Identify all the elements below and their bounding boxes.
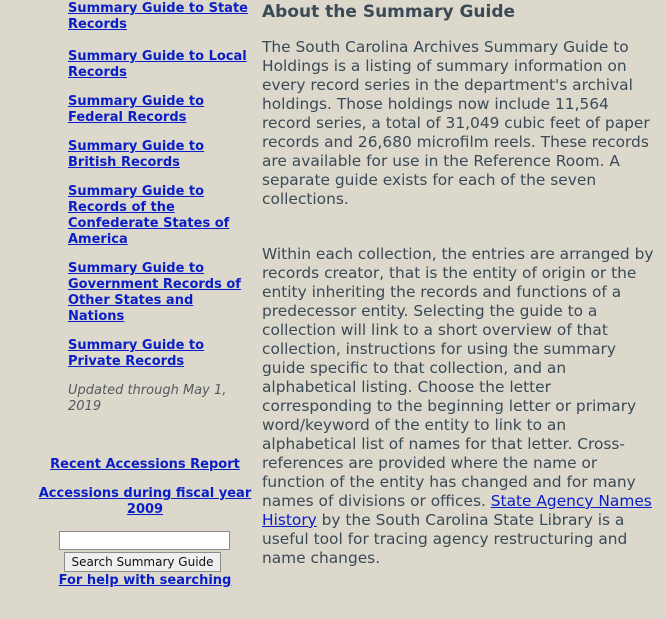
- page-title: About the Summary Guide: [262, 2, 516, 22]
- search-input[interactable]: [59, 531, 230, 550]
- link-other-states-records[interactable]: Summary Guide to Government Records of Other States and Nations: [68, 261, 241, 324]
- link-state-records[interactable]: Summary Guide to State Records: [68, 1, 248, 32]
- link-british-records[interactable]: Summary Guide to British Records: [68, 139, 205, 170]
- collection-paragraph: [262, 245, 658, 568]
- sidebar: [0, 0, 258, 619]
- collection-paragraph-text: Within each collection, the entries are arranged by records creator, that is the entity of origin or the entity inheriting the records and functions of a predecessor entity. Selecting the guide to a collection will link to a short overview of that collection, instructions for using the summary guide specific to that collection, and an alphabetical listing. Choose the letter corresponding to the beginning letter or primary word/keyword of the entity to link to an alphabetical list of names for that letter. Cross-references are provided where the name or function of the entity has changed and for many names of divisions or offices.: [262, 245, 654, 510]
- search-help-link[interactable]: For help with searching: [58, 573, 232, 588]
- fiscal-year-accessions-link[interactable]: Accessions during fiscal year 2009: [38, 486, 252, 517]
- intro-paragraph: The South Carolina Archives Summary Guide to Holdings is a listing of summary information on every record series in the department's archival holdings. Those holdings now include 11,564 record series, a total of 31,049 cubic feet of paper records and 26,680 microfilm reels. These records are available for use in the Reference Room. A separate guide exists for each of the seven collections.: [262, 38, 650, 208]
- updated-through-text: Updated through May 1, 2019: [68, 383, 227, 414]
- link-private-records[interactable]: Summary Guide to Private Records: [68, 338, 205, 369]
- collection-paragraph-tail: by the South Carolina State Library is a useful tool for tracing agency restructuring and name changes.: [262, 511, 628, 567]
- link-local-records[interactable]: Summary Guide to Local Records: [68, 49, 247, 80]
- link-confederate-records[interactable]: Summary Guide to Records of the Confederate States of America: [68, 184, 230, 247]
- search-summary-guide-button[interactable]: Search Summary Guide: [64, 552, 221, 572]
- recent-accessions-link[interactable]: Recent Accessions Report: [50, 457, 240, 472]
- state-agency-names-history-link[interactable]: State Agency Names History: [262, 492, 652, 529]
- link-federal-records[interactable]: Summary Guide to Federal Records: [68, 94, 205, 125]
